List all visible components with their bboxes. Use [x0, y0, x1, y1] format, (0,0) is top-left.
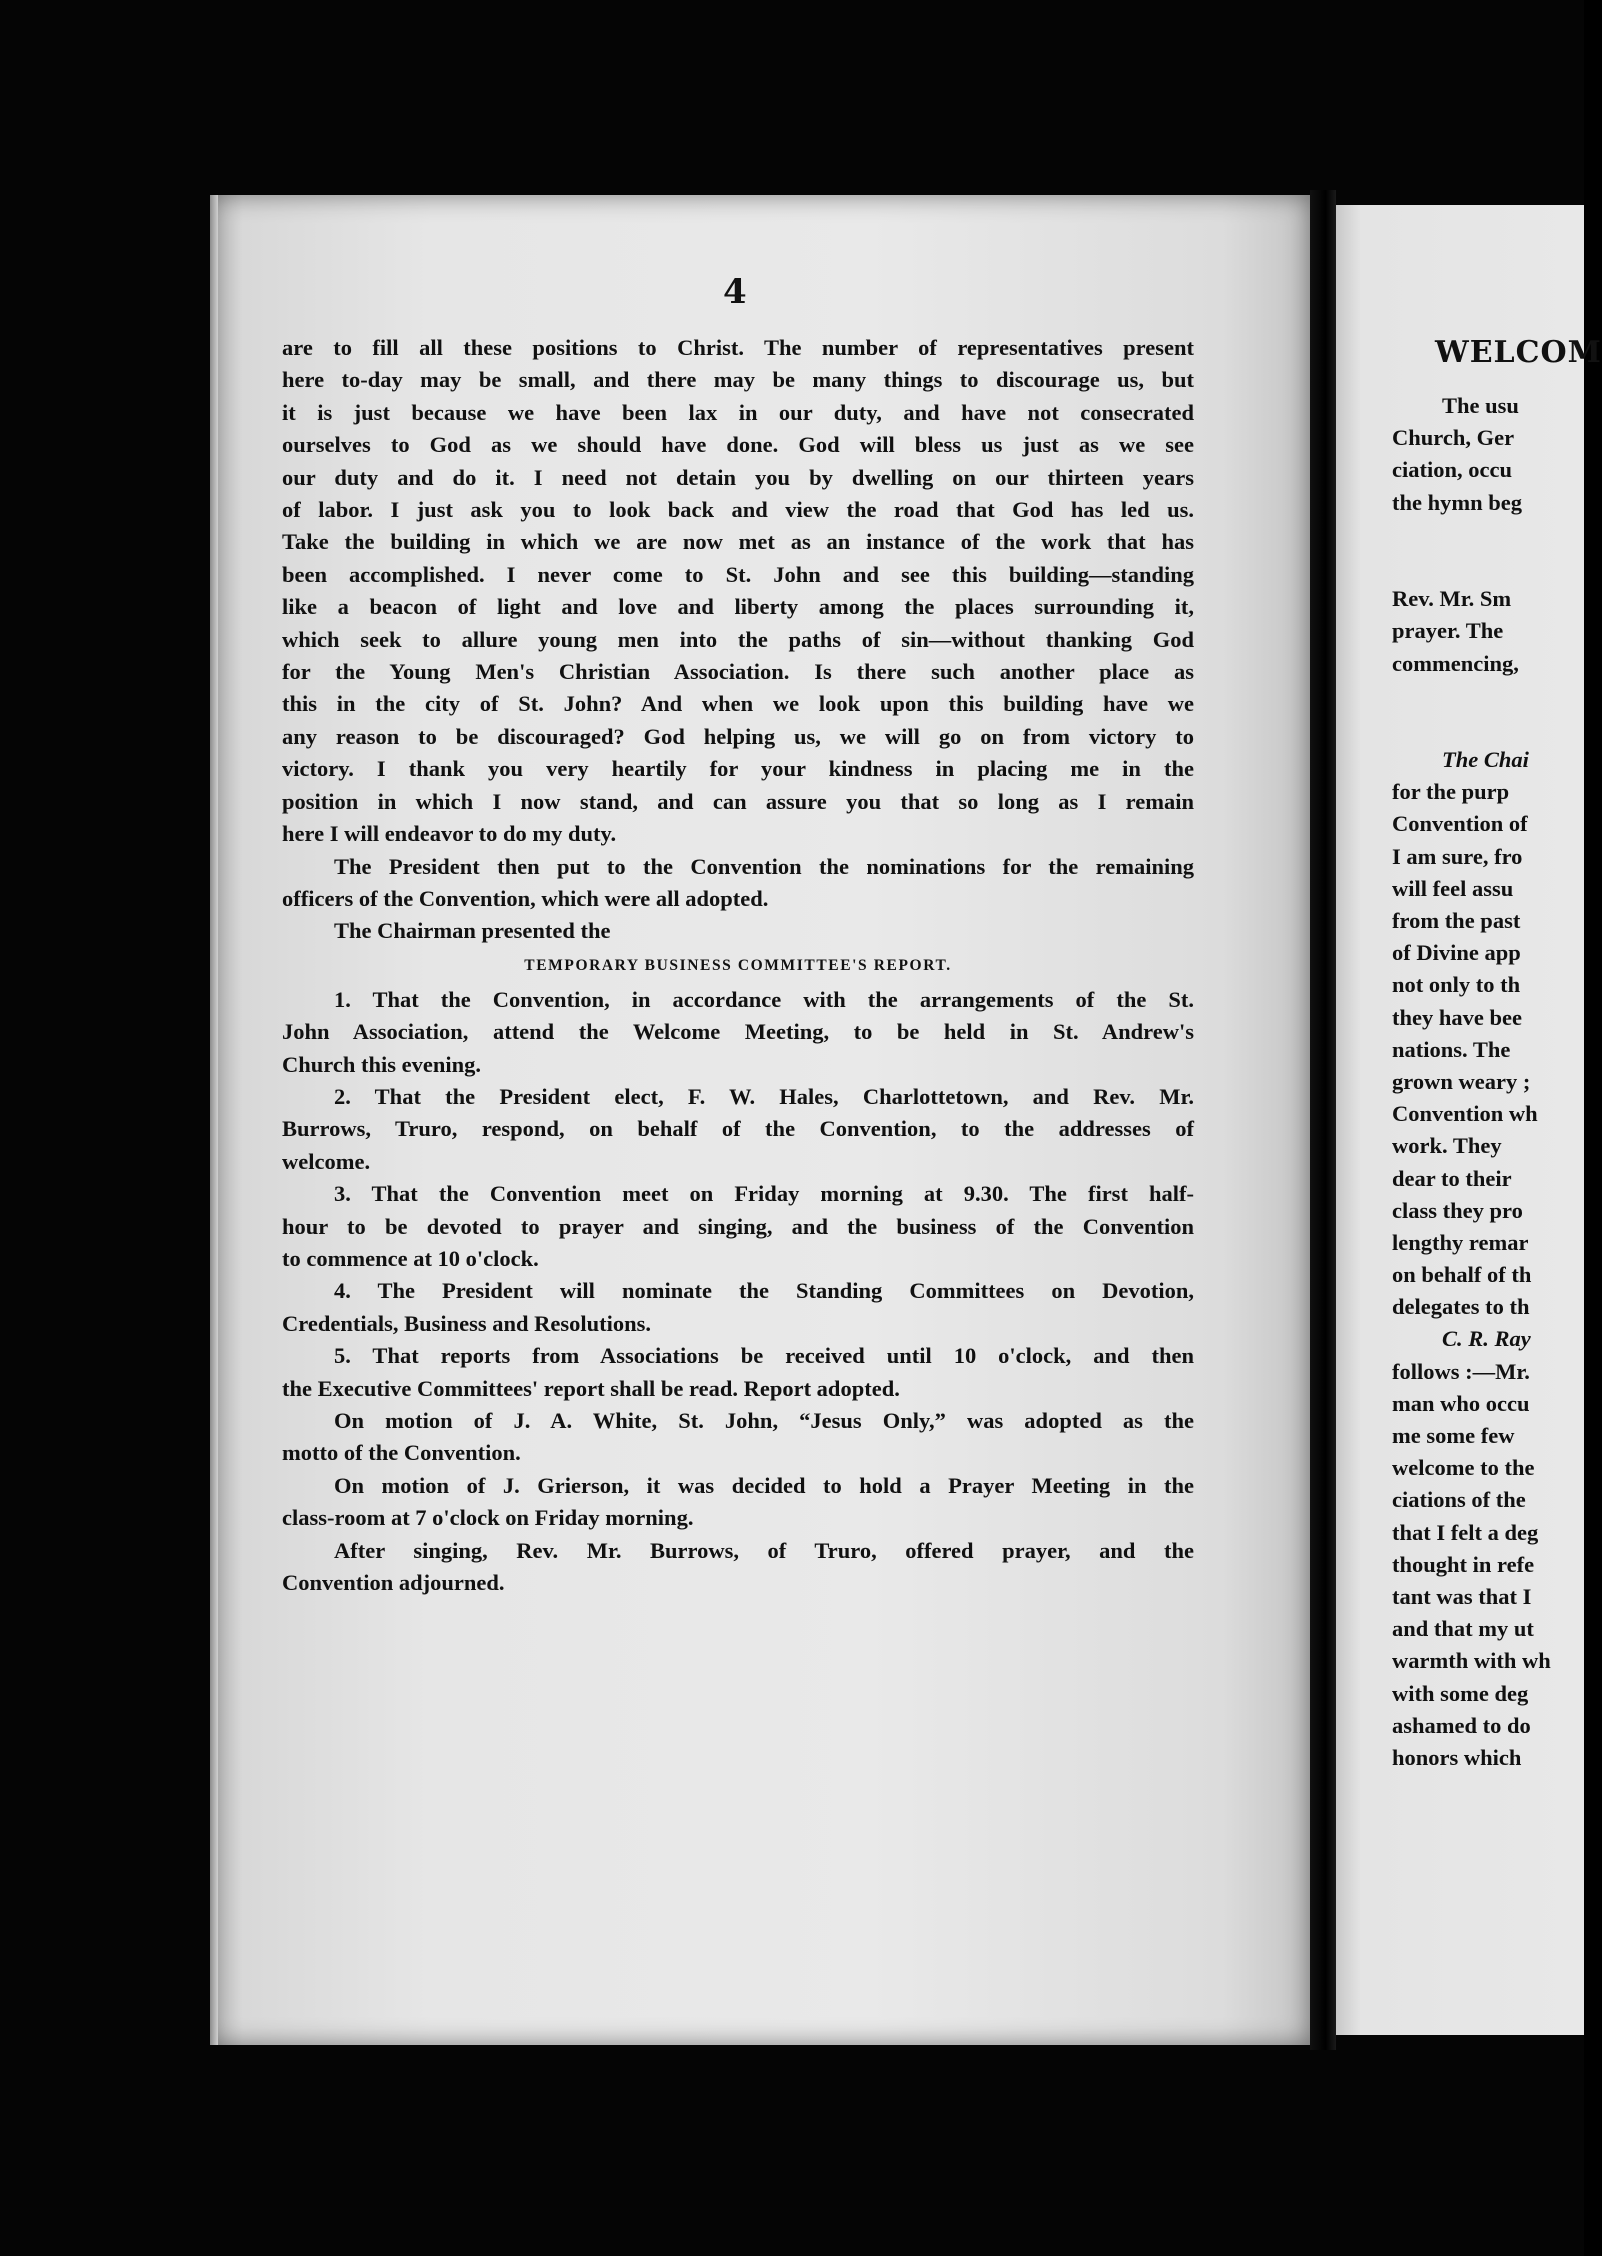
right-page-line: ciation, occu: [1392, 457, 1512, 483]
right-page-line: and that my ut: [1392, 1616, 1534, 1642]
right-page-line: [1392, 680, 1592, 712]
right-page-line: honors which: [1392, 1744, 1522, 1770]
closing-paragraph: [282, 1535, 1194, 1600]
text-line: are to fill all these positions to Christ. The number of representatives present: [282, 335, 1194, 360]
text-line: been accomplished. I never come to St. John and see this building—standing: [282, 561, 1194, 587]
right-page-line: Church, Ger: [1392, 425, 1515, 451]
right-page-line: commencing,: [1392, 650, 1519, 676]
right-page-line: class they pro: [1392, 1197, 1523, 1223]
right-page-line: I am sure, fro: [1392, 843, 1523, 869]
right-page-line: of Divine app: [1392, 940, 1521, 966]
text-line: here to-day may be small, and there may be many things to discourage us, but: [282, 367, 1194, 393]
right-page-line: from the past: [1392, 908, 1521, 933]
text-line: hour to be devoted to prayer and singing, and the business of the Convention: [282, 1213, 1194, 1239]
right-page-line: C. R. Ray: [1442, 1326, 1531, 1352]
right-page-line: warmth with wh: [1392, 1648, 1551, 1674]
text-line: ourselves to God as we should have done. God will bless us just as we see: [282, 432, 1194, 458]
right-page-line: work. They: [1392, 1133, 1502, 1159]
right-page-line: Rev. Mr. Sm: [1392, 586, 1512, 612]
text-line: our duty and do it. I need not detain you by dwelling on our thirteen years: [282, 464, 1194, 490]
text-line: class-room at 7 o'clock on Friday morning.: [282, 1505, 694, 1531]
text-line: John Association, attend the Welcome Meeting, to be held in St. Andrew's: [282, 1019, 1194, 1045]
right-page-line: thought in refe: [1392, 1551, 1535, 1577]
text-line: welcome.: [282, 1148, 371, 1174]
right-page-line: welcome to the: [1392, 1455, 1535, 1481]
right-page-line: [1392, 551, 1592, 583]
text-line: it is just because we have been lax in our duty, and have not consecrated: [282, 399, 1194, 425]
right-page-line: not only to th: [1392, 972, 1521, 998]
text-line: for the Young Men's Christian Association. Is there such another place as: [282, 659, 1194, 685]
report-heading: TEMPORARY BUSINESS COMMITTEE'S REPORT.: [524, 956, 952, 974]
right-page-line: nations. The: [1392, 1036, 1511, 1062]
right-page-line: The Chai: [1442, 747, 1529, 773]
report-item-5: [282, 1340, 1194, 1405]
report-item-1: [282, 984, 1194, 1081]
text-line: this in the city of St. John? And when we look upon this building have we: [282, 691, 1194, 717]
right-page-line: on behalf of th: [1392, 1262, 1532, 1288]
right-page-line: [1392, 712, 1592, 744]
text-line: Convention adjourned.: [282, 1570, 505, 1596]
right-page-line: Convention of: [1392, 811, 1528, 837]
text-line: like a beacon of light and love and liberty among the places surrounding it,: [282, 594, 1194, 620]
right-page-line: dear to their: [1392, 1165, 1512, 1191]
text-line: motto of the Convention.: [282, 1440, 521, 1466]
right-page-line: follows :—Mr.: [1392, 1358, 1530, 1384]
right-page-line: ashamed to do: [1392, 1712, 1531, 1738]
text-line: On motion of J. A. White, St. John, “Jesus Only,” was adopted as the: [334, 1408, 1194, 1433]
right-page-line: The usu: [1442, 393, 1519, 418]
speech-paragraph: [282, 332, 1194, 851]
right-page-line: delegates to th: [1392, 1294, 1530, 1320]
right-page-line: man who occu: [1392, 1390, 1530, 1416]
motto-paragraph: [282, 1405, 1194, 1470]
text-line: The President then put to the Convention the nominations for the remaining: [334, 853, 1194, 879]
right-page-line: grown weary ;: [1392, 1068, 1531, 1094]
right-page-line: will feel assu: [1392, 875, 1514, 901]
text-line: 4. The President will nominate the Standing Committees on Devotion,: [334, 1278, 1194, 1304]
right-page-line: for the purp: [1392, 779, 1510, 805]
nominations-paragraph: [282, 851, 1194, 916]
text-line: The Chairman presented the: [334, 918, 611, 944]
text-line: which seek to allure young men into the paths of sin—without thanking God: [282, 626, 1194, 652]
right-page-line: lengthy remar: [1392, 1229, 1529, 1255]
right-page-line: ciations of the: [1392, 1487, 1526, 1513]
text-line: 2. That the President elect, F. W. Hales, Charlottetown, and Rev. Mr.: [334, 1083, 1194, 1109]
right-page-line: that I felt a deg: [1392, 1519, 1539, 1545]
text-line: position in which I now stand, and can assure you that so long as I remain: [282, 788, 1194, 814]
text-line: officers of the Convention, which were all adopted.: [282, 885, 769, 911]
right-page-line: [1392, 519, 1592, 551]
right-page-heading: WELCOM: [1435, 335, 1602, 370]
report-item-3: [282, 1178, 1194, 1275]
report-item-4: [282, 1275, 1194, 1340]
right-page-line: with some deg: [1392, 1680, 1529, 1706]
chairman-paragraph: [282, 915, 1194, 947]
right-page-line: the hymn beg: [1392, 489, 1523, 515]
text-line: Church this evening.: [282, 1051, 481, 1077]
text-line: victory. I thank you very heartily for your kindness in placing me in the: [282, 756, 1194, 782]
text-line: here I will endeavor to do my duty.: [282, 821, 617, 847]
page-number: 4: [723, 272, 747, 312]
right-page-line: tant was that I: [1392, 1583, 1532, 1609]
text-line: any reason to be discouraged? God helping us, we will go on from victory to: [282, 723, 1194, 749]
prayer-meeting-paragraph: [282, 1470, 1194, 1535]
right-page-text: [1392, 390, 1592, 1774]
text-line: Burrows, Truro, respond, on behalf of the Convention, to the addresses of: [282, 1116, 1194, 1142]
text-line: Take the building in which we are now met as an instance of the work that has: [282, 529, 1194, 555]
report-item-2: [282, 1081, 1194, 1178]
text-line: of labor. I just ask you to look back and view the road that God has led us.: [282, 497, 1194, 523]
right-page-line: me some few: [1392, 1423, 1515, 1448]
right-page-line: Convention wh: [1392, 1101, 1538, 1127]
text-line: 1. That the Convention, in accordance with the arrangements of the St.: [334, 986, 1194, 1012]
right-page-line: prayer. The: [1392, 618, 1504, 644]
right-page-line: they have bee: [1392, 1004, 1522, 1030]
text-line: On motion of J. Grierson, it was decided to hold a Prayer Meeting in the: [334, 1472, 1194, 1498]
text-line: After singing, Rev. Mr. Burrows, of Truro, offered prayer, and the: [334, 1537, 1194, 1563]
text-line: 3. That the Convention meet on Friday morning at 9.30. The first half-: [334, 1181, 1194, 1207]
text-line: 5. That reports from Associations be received until 10 o'clock, and then: [334, 1343, 1194, 1369]
text-line: the Executive Committees' report shall be read. Report adopted.: [282, 1375, 900, 1401]
left-page-text: [282, 332, 1194, 1599]
text-line: Credentials, Business and Resolutions.: [282, 1310, 652, 1336]
book-gutter: [1310, 190, 1336, 2050]
text-line: to commence at 10 o'clock.: [282, 1245, 539, 1271]
